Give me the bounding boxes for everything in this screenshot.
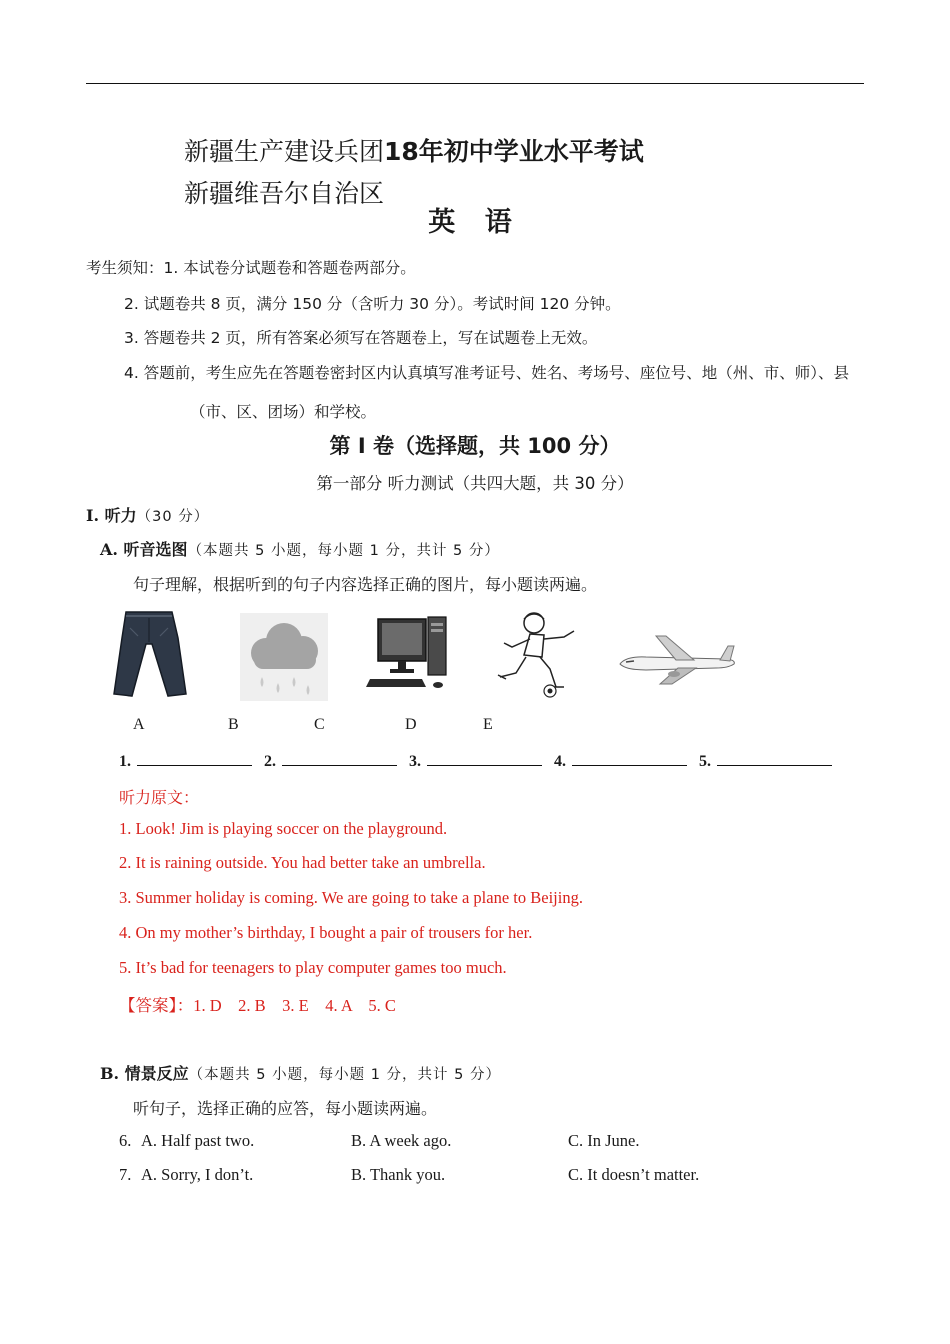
picture-label-b: B [228,716,239,733]
question-6-option-b[interactable]: B. A week ago. [351,1131,452,1150]
notice-item-3: 3. 答题卷共 2 页，所有答案必须写在答题卷上，写在试题卷上无效。 [124,329,598,347]
answer-blank-2[interactable]: 2. [264,750,397,771]
exam-title-line1: 新疆生产建设兵团18年初中学业水平考试 [184,137,644,166]
answer-blank-5[interactable]: 5. [699,750,832,771]
script-label: 听力原文： [119,788,200,807]
subject-title: 英 语 [428,207,522,238]
question-6-number: 6. [119,1131,132,1150]
volume-title: 第 I 卷（选择题，共 100 分） [329,434,621,458]
question-7-option-a[interactable]: A. Sorry, I don’t. [141,1165,254,1184]
section-A-heading: A. 听音选图（本题共 5 小题，每小题 1 分，共计 5 分） [100,540,500,559]
script-line-5: 5. It’s bad for teenagers to play computer games too much. [119,958,507,977]
picture-label-d: D [405,716,417,733]
question-7-number: 7. [119,1165,132,1184]
notice-item-4: 4. 答题前，考生应先在答题卷密封区内认真填写准考证号、姓名、考场号、座位号、地（州、市、师）、县 [124,364,849,382]
exam-title-line2: 新疆维吾尔自治区 [184,179,385,208]
section-B-heading: B. 情景反应（本题共 5 小题，每小题 1 分，共计 5 分） [100,1064,502,1083]
notice-item-2: 2. 试题卷共 8 页，满分 150 分（含听力 30 分）。考试时间 120 分钟。 [124,295,621,313]
computer-icon [366,613,466,695]
notice-item-1: 考生须知：1. 本试卷分试题卷和答题卷两部分。 [86,259,416,277]
answer-blank-4[interactable]: 4. [554,750,687,771]
section-A-instruction: 句子理解，根据听到的句子内容选择正确的图片，每小题读两遍。 [133,575,598,594]
part-title: 第一部分 听力测试（共四大题，共 30 分） [316,474,634,493]
soccer-player-icon [494,607,586,699]
top-rule [86,83,864,84]
question-6-option-a[interactable]: A. Half past two. [141,1131,255,1150]
notice-item-4-cont: （市、区、团场）和学校。 [190,403,377,421]
picture-label-e: E [483,716,493,733]
answer-blank-1[interactable]: 1. [119,750,252,771]
picture-label-c: C [314,716,325,733]
question-7-option-b[interactable]: B. Thank you. [351,1165,446,1184]
trousers-icon [108,608,190,700]
script-line-2: 2. It is raining outside. You had better take an umbrella. [119,853,486,872]
section-B-instruction: 听句子，选择正确的应答，每小题读两遍。 [133,1099,438,1118]
script-line-3: 3. Summer holiday is coming. We are going to take a plane to Beijing. [119,888,583,907]
answer-blank-3[interactable]: 3. [409,750,542,771]
section-I-heading: I. 听力（30 分） [86,506,210,525]
question-7-option-c[interactable]: C. It doesn’t matter. [568,1165,700,1184]
picture-label-a: A [133,716,145,733]
script-line-1: 1. Look! Jim is playing soccer on the playground. [119,819,448,838]
airplane-icon [616,630,742,690]
script-line-4: 4. On my mother’s birthday, I bought a pair of trousers for her. [119,923,533,942]
question-6-option-c[interactable]: C. In June. [568,1131,640,1150]
rain-cloud-icon [240,613,328,701]
answer-key: 【答案】：1. D 2. B 3. E 4. A 5. C [119,996,396,1015]
